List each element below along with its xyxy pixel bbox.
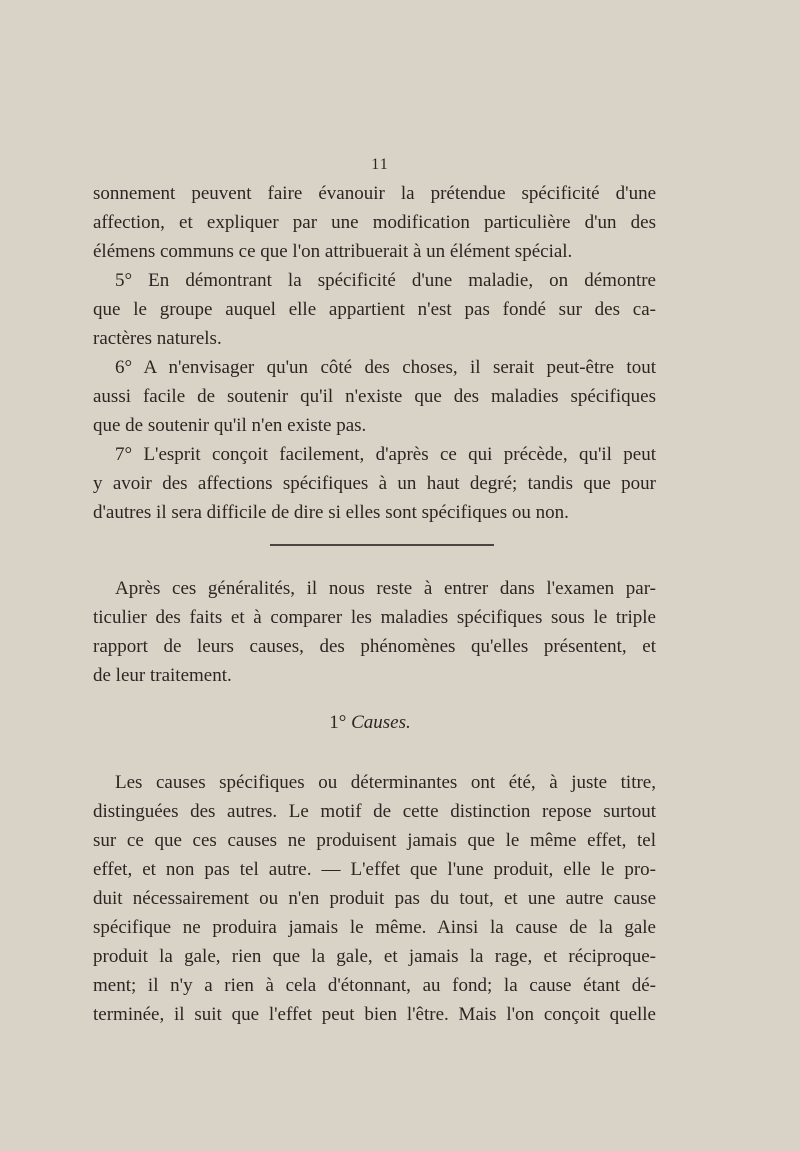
section-number: 1°	[329, 712, 347, 733]
text-line: ment; il n'y a rien à cela d'étonnant, au fond; la cause étant dé-	[93, 975, 656, 996]
text-line: produit la gale, rien que la gale, et jamais la rage, et réciproque-	[93, 946, 656, 967]
text-line: que de soutenir qu'il n'en existe pas.	[93, 415, 367, 436]
text-line: 5° En démontrant la spécificité d'une maladie, on démontre	[115, 270, 656, 291]
text-line: effet, et non pas tel autre. — L'effet que l'une produit, elle le pro-	[93, 859, 656, 880]
text-line: de leur traitement.	[93, 665, 232, 686]
text-line: ticulier des faits et à comparer les maladies spécifiques sous le triple	[93, 607, 656, 628]
text-line: terminée, il suit que l'effet peut bien l'être. Mais l'on conçoit quelle	[93, 1004, 656, 1025]
text-line: 7° L'esprit conçoit facilement, d'après ce qui précède, qu'il peut	[115, 444, 656, 465]
text-line: Après ces généralités, il nous reste à entrer dans l'examen par-	[115, 578, 656, 599]
text-line: distinguées des autres. Le motif de cette distinction repose surtout	[93, 801, 656, 822]
text-line: spécifique ne produira jamais le même. Ainsi la cause de la gale	[93, 917, 656, 938]
section-heading	[0, 712, 740, 734]
page-number: 11	[371, 156, 389, 173]
text-block-2	[93, 574, 656, 690]
text-line: que le groupe auquel elle appartient n'est pas fondé sur des ca-	[93, 299, 656, 320]
text-line: affection, et expliquer par une modification particulière d'un des	[93, 212, 656, 233]
text-line: sur ce que ces causes ne produisent jamais que le même effet, tel	[93, 830, 656, 851]
text-line: 6° A n'envisager qu'un côté des choses, il serait peut-être tout	[115, 357, 656, 378]
text-line: duit nécessairement ou n'en produit pas du tout, et une autre cause	[93, 888, 656, 909]
text-line: y avoir des affections spécifiques à un haut degré; tandis que pour	[93, 473, 656, 494]
text-block-3	[93, 768, 656, 1029]
text-line: sonnement peuvent faire évanouir la prétendue spécificité d'une	[93, 183, 656, 204]
section-divider	[270, 544, 494, 546]
text-line: aussi facile de soutenir qu'il n'existe que des maladies spécifiques	[93, 386, 656, 407]
section-title: Causes.	[351, 712, 411, 733]
text-line: Les causes spécifiques ou déterminantes ont été, à juste titre,	[115, 772, 656, 793]
text-block-1	[93, 179, 656, 527]
text-line: ractères naturels.	[93, 328, 222, 349]
text-line: élémens communs ce que l'on attribuerait à un élément spécial.	[93, 241, 573, 262]
text-line: rapport de leurs causes, des phénomènes qu'elles présentent, et	[93, 636, 656, 657]
text-line: d'autres il sera difficile de dire si elles sont spécifiques ou non.	[93, 502, 569, 523]
